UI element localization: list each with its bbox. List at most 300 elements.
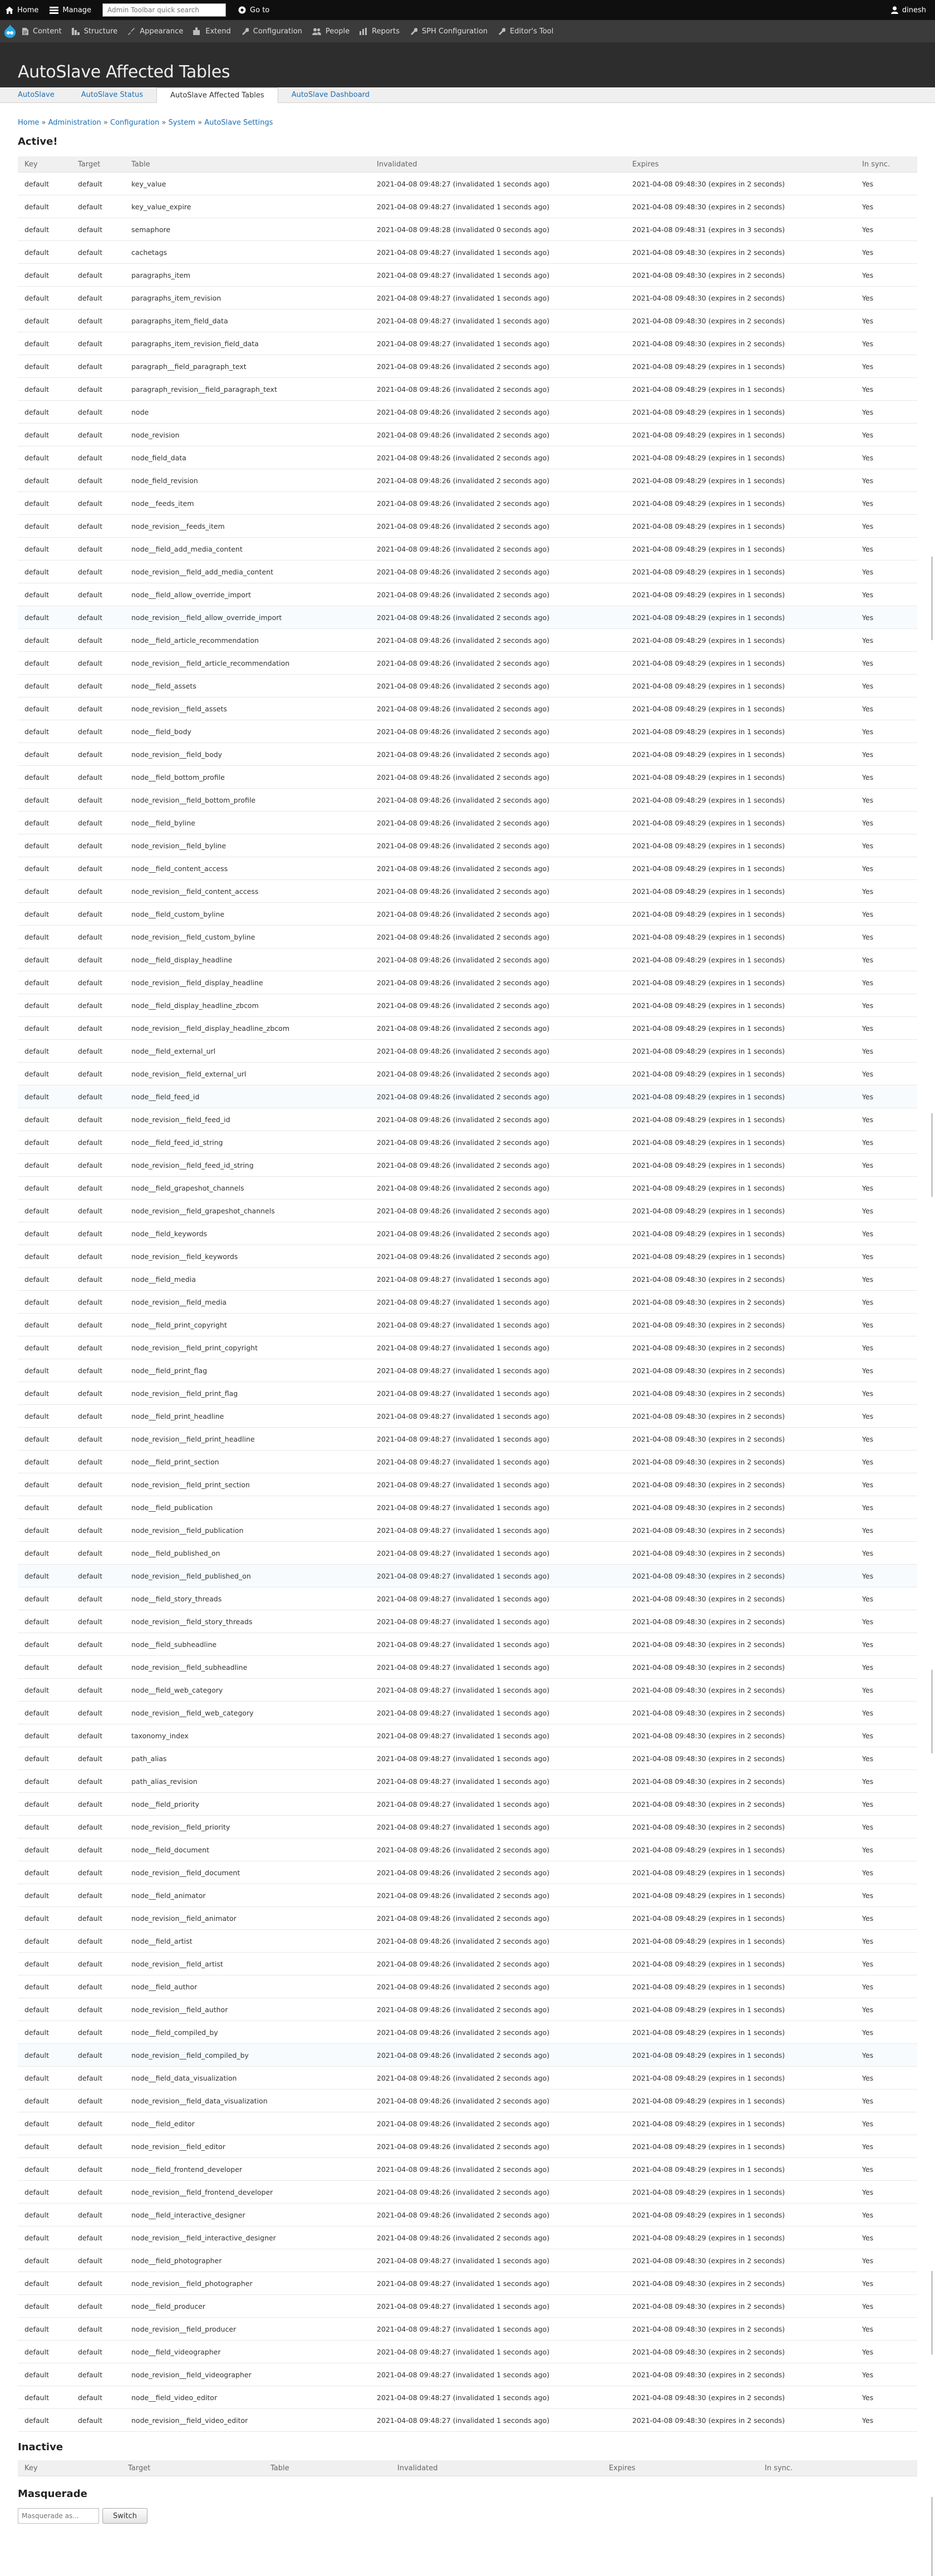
cell-table: node__field_photographer xyxy=(125,2249,370,2272)
cell-invalidated: 2021-04-08 09:48:27 (invalidated 1 seconds ago) xyxy=(370,1565,626,1587)
tray-item-reports[interactable] xyxy=(357,20,407,42)
cell-in-sync: Yes xyxy=(855,1953,917,1975)
cell-expires: 2021-04-08 09:48:30 (expires in 2 seconds) xyxy=(626,1268,855,1291)
table-row xyxy=(18,2204,917,2226)
table-row xyxy=(18,2295,917,2318)
cell-target: default xyxy=(71,903,125,926)
cell-key: default xyxy=(18,629,71,652)
active-section-title: Active! xyxy=(18,136,58,148)
toolbar-user[interactable] xyxy=(885,0,935,20)
cell-table: node__field_data_visualization xyxy=(125,2067,370,2090)
cell-key: default xyxy=(18,1816,71,1838)
cell-in-sync: Yes xyxy=(855,1724,917,1747)
cell-in-sync: Yes xyxy=(855,2044,917,2067)
tray-item-appearance[interactable] xyxy=(125,20,191,42)
reports-icon xyxy=(360,28,367,35)
cell-key: default xyxy=(18,1382,71,1405)
cell-in-sync: Yes xyxy=(855,1473,917,1496)
cell-target: default xyxy=(71,1861,125,1884)
cell-target: default xyxy=(71,2363,125,2386)
table-row xyxy=(18,1291,917,1314)
cell-key: default xyxy=(18,1702,71,1724)
cell-in-sync: Yes xyxy=(855,1428,917,1451)
cell-key: default xyxy=(18,1907,71,1930)
table-row xyxy=(18,880,917,903)
cell-target: default xyxy=(71,2226,125,2249)
cell-in-sync: Yes xyxy=(855,401,917,424)
cell-invalidated: 2021-04-08 09:48:27 (invalidated 1 seconds ago) xyxy=(370,1336,626,1359)
cell-in-sync: Yes xyxy=(855,195,917,218)
cell-target: default xyxy=(71,1496,125,1519)
table-row xyxy=(18,1975,917,1998)
cell-table: node__field_frontend_developer xyxy=(125,2158,370,2181)
cell-key: default xyxy=(18,1930,71,1953)
cell-in-sync: Yes xyxy=(855,629,917,652)
cell-target: default xyxy=(71,1519,125,1542)
cell-in-sync: Yes xyxy=(855,971,917,994)
cell-target: default xyxy=(71,2067,125,2090)
cell-table: node_revision__field_bottom_profile xyxy=(125,789,370,812)
cell-in-sync: Yes xyxy=(855,309,917,332)
column-header-invalidated[interactable]: Invalidated xyxy=(391,2460,602,2476)
cell-expires: 2021-04-08 09:48:30 (expires in 2 seconds) xyxy=(626,1359,855,1382)
table-row xyxy=(18,2021,917,2044)
cell-key: default xyxy=(18,789,71,812)
cell-table: node_revision__field_print_copyright xyxy=(125,1336,370,1359)
cell-invalidated: 2021-04-08 09:48:27 (invalidated 1 seconds ago) xyxy=(370,1359,626,1382)
cell-expires: 2021-04-08 09:48:30 (expires in 2 seconds) xyxy=(626,1610,855,1633)
cell-expires: 2021-04-08 09:48:29 (expires in 1 seconds) xyxy=(626,926,855,948)
tray-item-content[interactable] xyxy=(20,20,70,42)
table-row xyxy=(18,218,917,241)
tray-item-label: Extend xyxy=(205,27,231,36)
tab-autoslave-affected-tables[interactable]: AutoSlave Affected Tables xyxy=(156,87,278,103)
cell-key: default xyxy=(18,1496,71,1519)
cell-target: default xyxy=(71,1451,125,1473)
cell-table: node__field_feed_id xyxy=(125,1085,370,1108)
cell-invalidated: 2021-04-08 09:48:26 (invalidated 2 seconds ago) xyxy=(370,2021,626,2044)
cell-invalidated: 2021-04-08 09:48:26 (invalidated 2 seconds ago) xyxy=(370,2135,626,2158)
cell-target: default xyxy=(71,1108,125,1131)
cell-target: default xyxy=(71,1131,125,1154)
cell-invalidated: 2021-04-08 09:48:27 (invalidated 1 seconds ago) xyxy=(370,241,626,264)
cell-invalidated: 2021-04-08 09:48:26 (invalidated 2 seconds ago) xyxy=(370,378,626,401)
breadcrumb-autoslave-settings[interactable]: AutoSlave Settings xyxy=(204,119,273,127)
cell-target: default xyxy=(71,1428,125,1451)
column-header-in-sync[interactable]: In sync. xyxy=(758,2460,917,2476)
tray-item-label: Reports xyxy=(372,27,400,36)
structure-icon xyxy=(72,28,80,35)
table-row xyxy=(18,1679,917,1702)
cell-table: paragraph_revision__field_paragraph_text xyxy=(125,378,370,401)
table-row xyxy=(18,583,917,606)
cell-expires: 2021-04-08 09:48:30 (expires in 2 seconds) xyxy=(626,1496,855,1519)
table-row xyxy=(18,948,917,971)
cell-target: default xyxy=(71,1770,125,1793)
cell-table: node_revision__field_byline xyxy=(125,834,370,857)
cell-in-sync: Yes xyxy=(855,561,917,583)
cell-invalidated: 2021-04-08 09:48:27 (invalidated 1 seconds ago) xyxy=(370,1473,626,1496)
tray-item-editors-tool[interactable] xyxy=(495,20,561,42)
cell-expires: 2021-04-08 09:48:30 (expires in 2 seconds) xyxy=(626,1405,855,1428)
table-row xyxy=(18,675,917,697)
cell-target: default xyxy=(71,2295,125,2318)
cell-key: default xyxy=(18,2363,71,2386)
cell-key: default xyxy=(18,2112,71,2135)
table-row xyxy=(18,1314,917,1336)
cell-expires: 2021-04-08 09:48:29 (expires in 1 seconds) xyxy=(626,1838,855,1861)
cell-in-sync: Yes xyxy=(855,606,917,629)
cell-in-sync: Yes xyxy=(855,583,917,606)
cell-table: node_revision__field_keywords xyxy=(125,1245,370,1268)
cell-invalidated: 2021-04-08 09:48:26 (invalidated 2 seconds ago) xyxy=(370,1154,626,1177)
cell-expires: 2021-04-08 09:48:30 (expires in 2 seconds) xyxy=(626,2386,855,2409)
cell-in-sync: Yes xyxy=(855,2363,917,2386)
cell-invalidated: 2021-04-08 09:48:27 (invalidated 1 seconds ago) xyxy=(370,2272,626,2295)
cell-table: key_value xyxy=(125,173,370,195)
cell-table: node_revision__field_photographer xyxy=(125,2272,370,2295)
toolbar-manage[interactable] xyxy=(44,0,97,20)
cell-in-sync: Yes xyxy=(855,948,917,971)
tab-autoslave-dashboard[interactable]: AutoSlave Dashboard xyxy=(291,91,370,99)
cell-in-sync: Yes xyxy=(855,812,917,834)
cell-table: node_revision__feeds_item xyxy=(125,515,370,538)
cell-in-sync: Yes xyxy=(855,1679,917,1702)
admin-quick-search-input[interactable] xyxy=(102,3,226,17)
tray-item-structure[interactable] xyxy=(70,20,125,42)
cell-expires: 2021-04-08 09:48:30 (expires in 2 seconds) xyxy=(626,1770,855,1793)
cell-key: default xyxy=(18,1040,71,1063)
cell-in-sync: Yes xyxy=(855,1199,917,1222)
active-tables-body xyxy=(18,173,917,2432)
home-icon xyxy=(6,7,13,14)
cell-key: default xyxy=(18,538,71,561)
cell-target: default xyxy=(71,834,125,857)
cell-invalidated: 2021-04-08 09:48:26 (invalidated 2 seconds ago) xyxy=(370,2090,626,2112)
cell-in-sync: Yes xyxy=(855,241,917,264)
tab-autoslave[interactable]: AutoSlave xyxy=(18,91,55,99)
cell-table: node__field_article_recommendation xyxy=(125,629,370,652)
cell-table: semaphore xyxy=(125,218,370,241)
cell-key: default xyxy=(18,971,71,994)
cell-table: node__field_author xyxy=(125,1975,370,1998)
table-row xyxy=(18,2341,917,2363)
cell-expires: 2021-04-08 09:48:30 (expires in 2 seconds) xyxy=(626,1336,855,1359)
cell-expires: 2021-04-08 09:48:29 (expires in 1 seconds) xyxy=(626,629,855,652)
masquerade-input[interactable] xyxy=(18,2508,99,2524)
column-header-target[interactable]: Target xyxy=(71,156,125,173)
wrench-icon xyxy=(410,27,417,35)
cell-key: default xyxy=(18,2341,71,2363)
cell-key: default xyxy=(18,2204,71,2226)
table-row xyxy=(18,401,917,424)
cell-invalidated: 2021-04-08 09:48:27 (invalidated 1 seconds ago) xyxy=(370,1633,626,1656)
table-row xyxy=(18,1724,917,1747)
cell-expires: 2021-04-08 09:48:29 (expires in 1 seconds) xyxy=(626,652,855,675)
cell-expires: 2021-04-08 09:48:29 (expires in 1 seconds) xyxy=(626,2135,855,2158)
cell-target: default xyxy=(71,2090,125,2112)
cell-in-sync: Yes xyxy=(855,697,917,720)
column-header-key[interactable]: Key xyxy=(18,156,71,173)
cell-invalidated: 2021-04-08 09:48:27 (invalidated 1 seconds ago) xyxy=(370,1428,626,1451)
tray-item-label: Content xyxy=(33,27,62,36)
drupal-logo-icon[interactable] xyxy=(0,20,20,42)
column-header-expires[interactable]: Expires xyxy=(602,2460,758,2476)
breadcrumb-administration[interactable]: Administration xyxy=(48,119,101,127)
cell-key: default xyxy=(18,720,71,743)
cell-expires: 2021-04-08 09:48:29 (expires in 1 seconds) xyxy=(626,675,855,697)
cell-target: default xyxy=(71,424,125,446)
cell-table: node__field_content_access xyxy=(125,857,370,880)
cell-in-sync: Yes xyxy=(855,2409,917,2432)
cell-key: default xyxy=(18,766,71,789)
table-row xyxy=(18,1702,917,1724)
cell-target: default xyxy=(71,2021,125,2044)
tray-item-people[interactable] xyxy=(310,20,357,42)
table-row xyxy=(18,1451,917,1473)
cell-in-sync: Yes xyxy=(855,1108,917,1131)
breadcrumb xyxy=(18,119,273,127)
cell-expires: 2021-04-08 09:48:29 (expires in 1 seconds) xyxy=(626,834,855,857)
cell-in-sync: Yes xyxy=(855,378,917,401)
cell-expires: 2021-04-08 09:48:29 (expires in 1 seconds) xyxy=(626,1085,855,1108)
tray-item-configuration[interactable] xyxy=(239,20,310,42)
cell-in-sync: Yes xyxy=(855,1656,917,1679)
cell-invalidated: 2021-04-08 09:48:26 (invalidated 2 seconds ago) xyxy=(370,606,626,629)
column-header-invalidated[interactable]: Invalidated xyxy=(370,156,626,173)
cell-invalidated: 2021-04-08 09:48:27 (invalidated 1 seconds ago) xyxy=(370,195,626,218)
cell-expires: 2021-04-08 09:48:30 (expires in 2 seconds) xyxy=(626,1291,855,1314)
cell-table: node__field_web_category xyxy=(125,1679,370,1702)
cell-key: default xyxy=(18,948,71,971)
cell-invalidated: 2021-04-08 09:48:27 (invalidated 1 seconds ago) xyxy=(370,1679,626,1702)
cell-invalidated: 2021-04-08 09:48:26 (invalidated 2 seconds ago) xyxy=(370,720,626,743)
cell-table: node_revision__field_feed_id_string xyxy=(125,1154,370,1177)
table-row xyxy=(18,2226,917,2249)
cell-key: default xyxy=(18,332,71,355)
tray-item-extend[interactable] xyxy=(191,20,239,42)
toolbar-goto[interactable] xyxy=(233,0,275,20)
cell-invalidated: 2021-04-08 09:48:26 (invalidated 2 seconds ago) xyxy=(370,492,626,515)
cell-target: default xyxy=(71,1930,125,1953)
cell-table: node__field_priority xyxy=(125,1793,370,1816)
cell-in-sync: Yes xyxy=(855,1382,917,1405)
table-row xyxy=(18,1861,917,1884)
tab-autoslave-status[interactable]: AutoSlave Status xyxy=(81,91,143,99)
cell-in-sync: Yes xyxy=(855,1314,917,1336)
cell-in-sync: Yes xyxy=(855,2067,917,2090)
cell-key: default xyxy=(18,1428,71,1451)
cell-key: default xyxy=(18,561,71,583)
cell-target: default xyxy=(71,538,125,561)
table-row xyxy=(18,2044,917,2067)
cell-expires: 2021-04-08 09:48:30 (expires in 2 seconds) xyxy=(626,287,855,309)
cell-table: node_revision__field_videographer xyxy=(125,2363,370,2386)
table-row xyxy=(18,2386,917,2409)
table-row xyxy=(18,766,917,789)
cell-target: default xyxy=(71,492,125,515)
scrollbar-marker xyxy=(931,1670,933,1753)
cell-target: default xyxy=(71,1838,125,1861)
appearance-icon xyxy=(127,27,135,35)
cell-expires: 2021-04-08 09:48:29 (expires in 1 seconds) xyxy=(626,1907,855,1930)
cell-expires: 2021-04-08 09:48:30 (expires in 2 seconds) xyxy=(626,173,855,195)
cell-invalidated: 2021-04-08 09:48:26 (invalidated 2 seconds ago) xyxy=(370,675,626,697)
table-row xyxy=(18,195,917,218)
cell-table: node xyxy=(125,401,370,424)
cell-key: default xyxy=(18,1610,71,1633)
cell-expires: 2021-04-08 09:48:29 (expires in 1 seconds) xyxy=(626,1063,855,1085)
table-row xyxy=(18,264,917,287)
cell-table: node__field_interactive_designer xyxy=(125,2204,370,2226)
cell-key: default xyxy=(18,1542,71,1565)
cell-target: default xyxy=(71,1222,125,1245)
cell-key: default xyxy=(18,903,71,926)
column-header-table[interactable]: Table xyxy=(264,2460,391,2476)
cell-invalidated: 2021-04-08 09:48:26 (invalidated 2 seconds ago) xyxy=(370,1930,626,1953)
tray-item-label: Structure xyxy=(83,27,118,36)
cell-invalidated: 2021-04-08 09:48:27 (invalidated 1 seconds ago) xyxy=(370,1702,626,1724)
table-row xyxy=(18,538,917,561)
cell-key: default xyxy=(18,1291,71,1314)
toolbar-home[interactable] xyxy=(0,0,44,20)
cell-table: node_revision__field_custom_byline xyxy=(125,926,370,948)
cell-key: default xyxy=(18,606,71,629)
cell-table: node__field_add_media_content xyxy=(125,538,370,561)
scrollbar-marker xyxy=(931,1113,933,1197)
column-header-table[interactable]: Table xyxy=(125,156,370,173)
cell-table: cachetags xyxy=(125,241,370,264)
cell-target: default xyxy=(71,812,125,834)
cell-in-sync: Yes xyxy=(855,994,917,1017)
cell-key: default xyxy=(18,675,71,697)
cell-target: default xyxy=(71,1998,125,2021)
cell-table: paragraph__field_paragraph_text xyxy=(125,355,370,378)
cell-key: default xyxy=(18,241,71,264)
cell-target: default xyxy=(71,1610,125,1633)
cell-expires: 2021-04-08 09:48:29 (expires in 1 seconds) xyxy=(626,469,855,492)
cell-in-sync: Yes xyxy=(855,1268,917,1291)
cell-expires: 2021-04-08 09:48:30 (expires in 2 seconds) xyxy=(626,1724,855,1747)
cell-in-sync: Yes xyxy=(855,1633,917,1656)
tray-item-label: SPH Configuration xyxy=(422,27,488,36)
cell-in-sync: Yes xyxy=(855,1702,917,1724)
cell-in-sync: Yes xyxy=(855,1017,917,1040)
cell-expires: 2021-04-08 09:48:29 (expires in 1 seconds) xyxy=(626,971,855,994)
cell-key: default xyxy=(18,1336,71,1359)
cell-key: default xyxy=(18,2272,71,2295)
cell-invalidated: 2021-04-08 09:48:27 (invalidated 1 seconds ago) xyxy=(370,1724,626,1747)
table-row xyxy=(18,606,917,629)
column-header-target[interactable]: Target xyxy=(121,2460,264,2476)
tray-item-sph-configuration[interactable] xyxy=(407,20,495,42)
table-row xyxy=(18,1998,917,2021)
cell-invalidated: 2021-04-08 09:48:26 (invalidated 2 seconds ago) xyxy=(370,355,626,378)
cell-in-sync: Yes xyxy=(855,1930,917,1953)
cell-target: default xyxy=(71,401,125,424)
cell-target: default xyxy=(71,2341,125,2363)
cell-key: default xyxy=(18,173,71,195)
cell-target: default xyxy=(71,1359,125,1382)
cell-expires: 2021-04-08 09:48:29 (expires in 1 seconds) xyxy=(626,2226,855,2249)
table-row xyxy=(18,287,917,309)
cell-invalidated: 2021-04-08 09:48:26 (invalidated 2 seconds ago) xyxy=(370,1199,626,1222)
scrollbar-marker xyxy=(931,2497,933,2576)
table-row xyxy=(18,1747,917,1770)
breadcrumb-home[interactable]: Home xyxy=(18,119,40,127)
table-row xyxy=(18,2363,917,2386)
column-header-in-sync[interactable]: In sync. xyxy=(855,156,917,173)
cell-table: node__field_producer xyxy=(125,2295,370,2318)
masquerade-switch-button[interactable]: Switch xyxy=(102,2508,147,2524)
table-row xyxy=(18,446,917,469)
table-row xyxy=(18,1496,917,1519)
cell-key: default xyxy=(18,1314,71,1336)
cell-in-sync: Yes xyxy=(855,2386,917,2409)
cell-invalidated: 2021-04-08 09:48:27 (invalidated 1 seconds ago) xyxy=(370,2386,626,2409)
cell-invalidated: 2021-04-08 09:48:26 (invalidated 2 seconds ago) xyxy=(370,1017,626,1040)
cell-expires: 2021-04-08 09:48:29 (expires in 1 seconds) xyxy=(626,1975,855,1998)
cell-target: default xyxy=(71,1040,125,1063)
cell-target: default xyxy=(71,1291,125,1314)
table-row xyxy=(18,1519,917,1542)
cell-invalidated: 2021-04-08 09:48:27 (invalidated 1 seconds ago) xyxy=(370,1405,626,1428)
table-row xyxy=(18,743,917,766)
cell-in-sync: Yes xyxy=(855,743,917,766)
table-row xyxy=(18,1930,917,1953)
cell-invalidated: 2021-04-08 09:48:27 (invalidated 1 seconds ago) xyxy=(370,332,626,355)
breadcrumb-separator: » xyxy=(198,119,203,127)
cell-key: default xyxy=(18,1199,71,1222)
cell-invalidated: 2021-04-08 09:48:26 (invalidated 2 seconds ago) xyxy=(370,1838,626,1861)
cell-target: default xyxy=(71,1702,125,1724)
column-header-expires[interactable]: Expires xyxy=(626,156,855,173)
cell-target: default xyxy=(71,1633,125,1656)
people-icon xyxy=(312,28,321,35)
cell-table: node_revision__field_print_flag xyxy=(125,1382,370,1405)
cell-key: default xyxy=(18,652,71,675)
cell-in-sync: Yes xyxy=(855,492,917,515)
cell-table: paragraphs_item_field_data xyxy=(125,309,370,332)
table-row xyxy=(18,1633,917,1656)
cell-invalidated: 2021-04-08 09:48:26 (invalidated 2 seconds ago) xyxy=(370,2181,626,2204)
table-row xyxy=(18,1359,917,1382)
cell-expires: 2021-04-08 09:48:29 (expires in 1 seconds) xyxy=(626,2158,855,2181)
breadcrumb-system[interactable]: System xyxy=(168,119,195,127)
column-header-key[interactable]: Key xyxy=(18,2460,121,2476)
cell-key: default xyxy=(18,1838,71,1861)
cell-expires: 2021-04-08 09:48:29 (expires in 1 seconds) xyxy=(626,401,855,424)
table-row xyxy=(18,1473,917,1496)
breadcrumb-configuration[interactable]: Configuration xyxy=(110,119,160,127)
cell-key: default xyxy=(18,264,71,287)
breadcrumb-separator: » xyxy=(41,119,46,127)
table-row xyxy=(18,515,917,538)
cell-table: node_revision__field_grapeshot_channels xyxy=(125,1199,370,1222)
cell-key: default xyxy=(18,857,71,880)
cell-expires: 2021-04-08 09:48:29 (expires in 1 seconds) xyxy=(626,583,855,606)
cell-target: default xyxy=(71,309,125,332)
cell-table: node__field_byline xyxy=(125,812,370,834)
cell-in-sync: Yes xyxy=(855,766,917,789)
cell-table: node__field_external_url xyxy=(125,1040,370,1063)
table-row xyxy=(18,1907,917,1930)
table-row xyxy=(18,2249,917,2272)
cell-key: default xyxy=(18,1268,71,1291)
cell-in-sync: Yes xyxy=(855,218,917,241)
cell-expires: 2021-04-08 09:48:30 (expires in 2 seconds) xyxy=(626,1473,855,1496)
cell-in-sync: Yes xyxy=(855,1040,917,1063)
